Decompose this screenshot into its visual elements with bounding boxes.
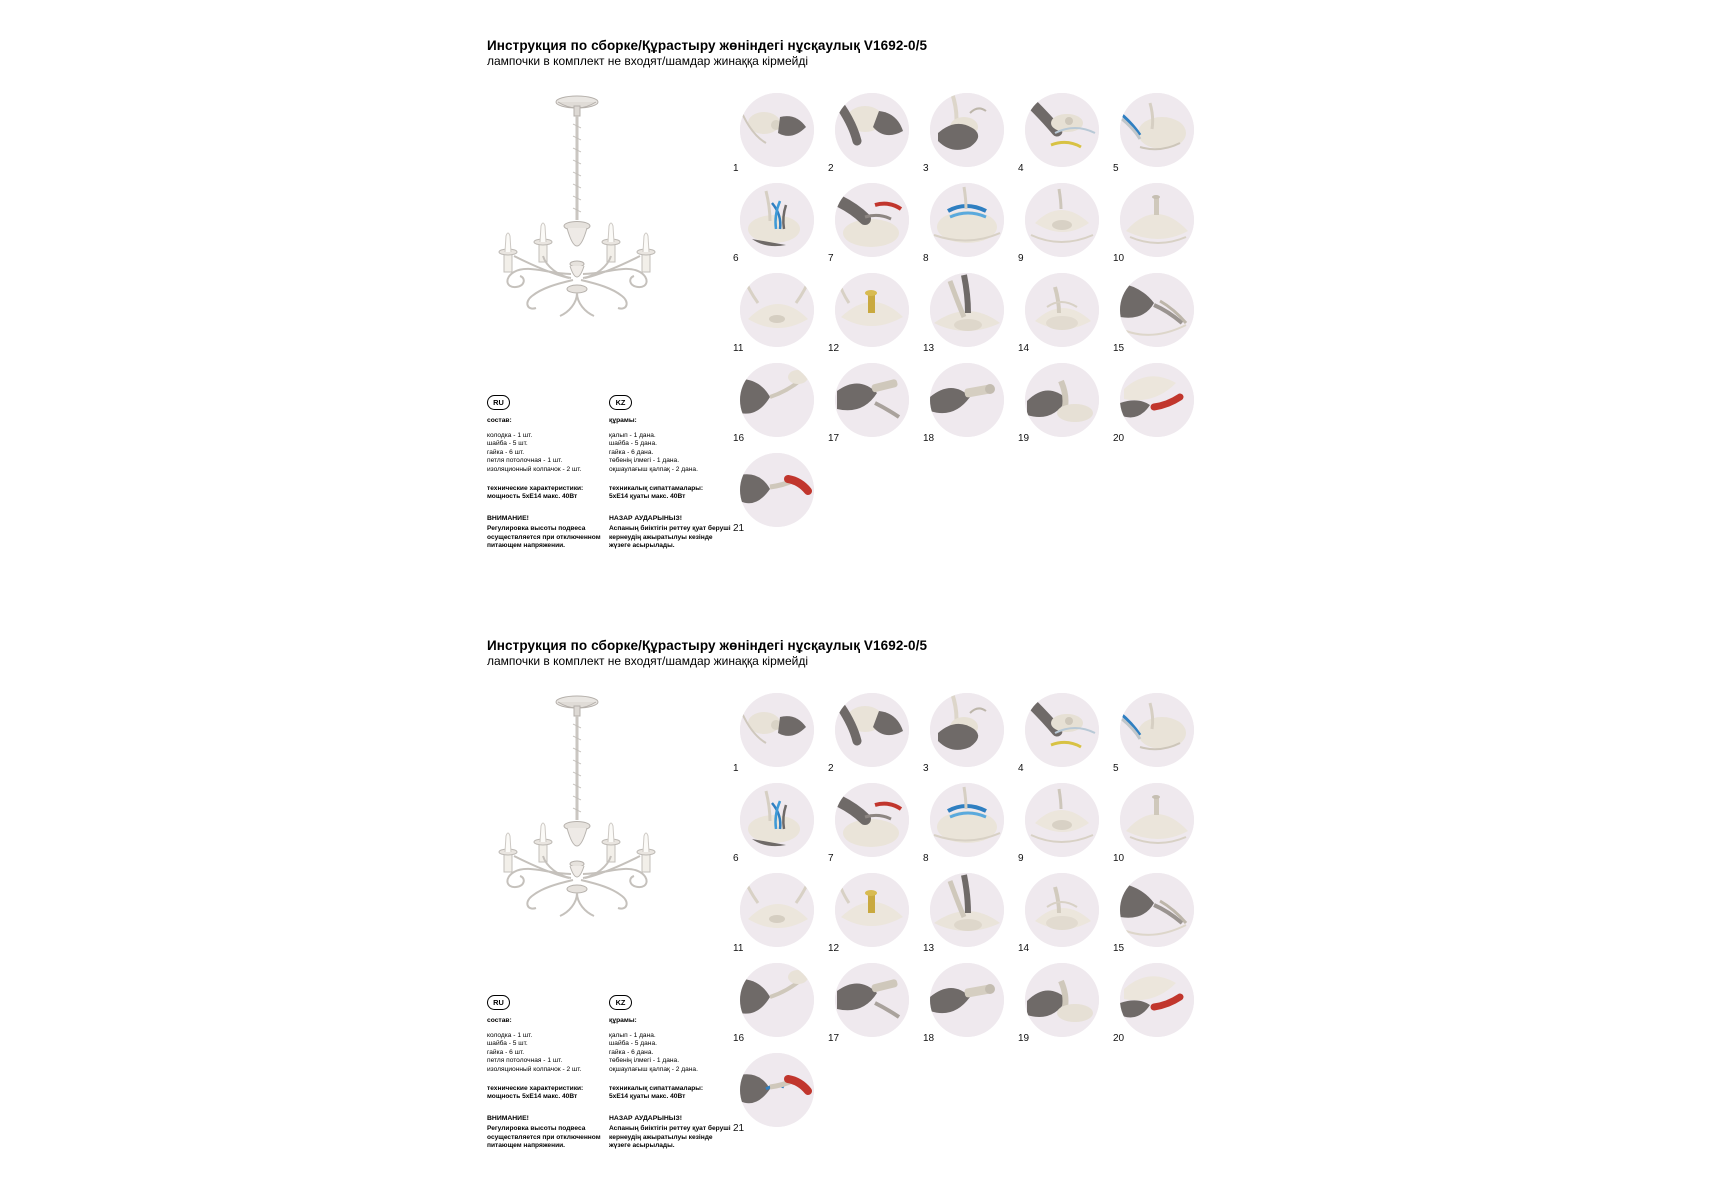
spec-column-ru [487,995,612,1151]
step-number: 21 [733,523,745,534]
step-photo [930,873,1004,947]
assembly-step [828,93,923,178]
step-photo [1025,693,1099,767]
assembly-step [1113,93,1208,178]
assembly-step [923,963,1018,1048]
assembly-step [828,873,923,958]
product-illustration [470,688,685,958]
step-photo [930,783,1004,857]
step-number: 14 [1018,943,1030,954]
step-number: 6 [733,253,739,264]
step-photo [835,693,909,767]
step-number: 16 [733,433,745,444]
step-number: 9 [1018,253,1024,264]
step-number: 15 [1113,943,1125,954]
spec-item: изоляционный колпачок - 2 шт. [487,1065,582,1073]
spec-items-kz [609,432,734,475]
step-number: 3 [923,763,929,774]
tech-specs-kz [609,1085,734,1102]
step-number: 1 [733,163,739,174]
step-number: 13 [923,943,935,954]
spec-item: шайба - 5 дана. [609,1040,657,1048]
assembly-step [733,93,828,178]
step-photo [1025,93,1099,167]
step-photo [740,273,814,347]
spec-item: оқшаулағыш қалпақ - 2 дана. [609,465,698,473]
step-photo [835,783,909,857]
step-photo [1025,183,1099,257]
tech-label: технические характеристики: [487,484,584,492]
step-photo [740,453,814,527]
spec-item: оқшаулағыш қалпақ - 2 дана. [609,1065,698,1073]
step-photo [1025,783,1099,857]
step-number: 21 [733,1123,745,1134]
step-photo [835,873,909,947]
tech-specs-kz [609,485,734,502]
step-photo [1120,273,1194,347]
page-title: Инструкция по сборке/Құрастыру жөніндегі нұсқаулық V1692-0/5 [487,38,928,53]
page-header [487,638,927,668]
step-number: 8 [923,853,929,864]
step-number: 2 [828,163,834,174]
step-number: 11 [733,343,744,354]
step-number: 7 [828,853,834,864]
spec-item: гайка - 6 шт. [487,1048,525,1056]
step-photo [930,93,1004,167]
assembly-step [733,273,828,358]
warning-text-kz: Аспаның биіктігін реттеу қуат беруші кернеудің ажыратылуы кезінде жүзеге асырылады. [609,525,731,550]
tech-label: технические характеристики: [487,1084,584,1092]
step-photo [740,783,814,857]
step-photo [740,1053,814,1127]
step-number: 3 [923,163,929,174]
step-number: 15 [1113,343,1125,354]
step-number: 1 [733,763,739,774]
step-number: 10 [1113,853,1125,864]
assembly-step [1018,273,1113,358]
page-subtitle: лампочки в комплект не входят/шамдар жинаққа кірмейді [487,654,809,668]
step-photo [740,963,814,1037]
spec-heading-kz: құрамы: [609,1017,637,1024]
assembly-step [923,183,1018,268]
assembly-step [923,93,1018,178]
assembly-step [923,273,1018,358]
step-photo [1120,693,1194,767]
step-photo [835,273,909,347]
step-number: 2 [828,763,834,774]
product-illustration [470,88,685,358]
step-photo [740,183,814,257]
step-photo [1025,873,1099,947]
step-number: 20 [1113,433,1125,444]
step-photo [1120,783,1194,857]
tech-value: 5хЕ14 қуаты макс. 40Вт [609,1093,686,1101]
assembly-step [1113,693,1208,778]
step-number: 13 [923,343,935,354]
step-photo [740,873,814,947]
assembly-step [923,363,1018,448]
spec-item: қалып - 1 дана. [609,1031,656,1039]
assembly-step [1018,183,1113,268]
tech-label: техникалық сипаттамалары: [609,1084,704,1092]
assembly-step [1113,783,1208,868]
assembly-step [733,453,828,538]
step-number: 6 [733,853,739,864]
step-photo [1025,273,1099,347]
assembly-step [828,363,923,448]
tech-value: мощность 5хЕ14 макс. 40Вт [487,1093,578,1101]
spec-item: төбенің ілмегі - 1 дана. [609,1057,680,1065]
instruction-page-2 [0,600,1715,1200]
spec-item: колодка - 1 шт. [487,431,533,439]
assembly-step [733,1053,828,1138]
step-photo [835,183,909,257]
step-number: 4 [1018,763,1024,774]
assembly-step [733,183,828,268]
step-photo [1120,873,1194,947]
step-photo [1120,183,1194,257]
warning-title-ru: ВНИМАНИЕ! [487,514,529,522]
spec-heading-kz: құрамы: [609,417,637,424]
step-number: 5 [1113,163,1119,174]
spec-items-ru [487,432,612,475]
step-photo [930,963,1004,1037]
assembly-step [923,783,1018,868]
step-number: 10 [1113,253,1125,264]
assembly-step [733,693,828,778]
tech-specs-ru [487,485,612,502]
language-badge-kz: KZ [609,395,632,410]
spec-items-ru [487,1032,612,1075]
spec-item: изоляционный колпачок - 2 шт. [487,465,582,473]
assembly-step [1113,963,1208,1048]
step-photo [930,693,1004,767]
step-number: 14 [1018,343,1030,354]
assembly-step [923,693,1018,778]
step-photo [740,363,814,437]
page-header [487,38,927,68]
assembly-step [733,363,828,448]
assembly-step [733,783,828,868]
step-photo [930,183,1004,257]
assembly-step [1018,783,1113,868]
step-number: 4 [1018,163,1024,174]
assembly-step [1113,273,1208,358]
tech-specs-ru [487,1085,612,1102]
warning-text-ru: Регулировка высоты подвеса осуществляется при отключенном питающем напряжении. [487,1125,601,1150]
step-number: 17 [828,433,840,444]
tech-value: 5хЕ14 қуаты макс. 40Вт [609,493,686,501]
assembly-step [923,873,1018,958]
step-photo [835,363,909,437]
step-number: 8 [923,253,929,264]
step-number: 19 [1018,1033,1030,1044]
assembly-step [1113,183,1208,268]
assembly-step [828,273,923,358]
step-number: 18 [923,433,935,444]
assembly-step [1018,963,1113,1048]
warning-title-ru: ВНИМАНИЕ! [487,1114,529,1122]
step-number: 19 [1018,433,1030,444]
step-number: 16 [733,1033,745,1044]
spec-item: гайка - 6 дана. [609,1048,654,1056]
assembly-step [1018,93,1113,178]
warning-title-kz: НАЗАР АУДАРЫНЫЗ! [609,514,682,522]
step-photo [835,963,909,1037]
assembly-step [1113,363,1208,448]
step-number: 7 [828,253,834,264]
page-title: Инструкция по сборке/Құрастыру жөніндегі нұсқаулық V1692-0/5 [487,638,928,653]
tech-value: мощность 5хЕ14 макс. 40Вт [487,493,578,501]
spec-item: шайба - 5 шт. [487,1040,528,1048]
page-subtitle: лампочки в комплект не входят/шамдар жинаққа кірмейді [487,54,809,68]
spec-item: гайка - 6 дана. [609,448,654,456]
spec-item: шайба - 5 дана. [609,440,657,448]
spec-item: шайба - 5 шт. [487,440,528,448]
assembly-step [828,693,923,778]
assembly-step [1113,873,1208,958]
assembly-step [733,963,828,1048]
step-number: 12 [828,943,840,954]
spec-heading-ru: состав: [487,1017,512,1024]
step-photo [740,93,814,167]
spec-column-ru [487,395,612,551]
step-photo [740,693,814,767]
spec-column-kz [609,395,734,551]
spec-item: қалып - 1 дана. [609,431,656,439]
assembly-step [1018,693,1113,778]
step-number: 18 [923,1033,935,1044]
language-badge-ru: RU [487,995,510,1010]
assembly-step [1018,873,1113,958]
spec-column-kz [609,995,734,1151]
step-photo [1120,93,1194,167]
spec-item: колодка - 1 шт. [487,1031,533,1039]
spec-item: петля потолочная - 1 шт. [487,457,563,465]
step-photo [1025,363,1099,437]
assembly-step [733,873,828,958]
step-number: 17 [828,1033,840,1044]
spec-item: төбенің ілмегі - 1 дана. [609,457,680,465]
assembly-step [828,963,923,1048]
step-photo [930,273,1004,347]
step-number: 20 [1113,1033,1125,1044]
step-number: 5 [1113,763,1119,774]
step-photo [1120,363,1194,437]
step-photo [1120,963,1194,1037]
warning-text-ru: Регулировка высоты подвеса осуществляется при отключенном питающем напряжении. [487,525,601,550]
spec-item: гайка - 6 шт. [487,448,525,456]
assembly-step [828,783,923,868]
language-badge-kz: KZ [609,995,632,1010]
assembly-step [828,183,923,268]
step-photo [1025,963,1099,1037]
tech-label: техникалық сипаттамалары: [609,484,704,492]
step-number: 9 [1018,853,1024,864]
step-photo [835,93,909,167]
step-number: 12 [828,343,840,354]
spec-item: петля потолочная - 1 шт. [487,1057,563,1065]
language-badge-ru: RU [487,395,510,410]
step-number: 11 [733,943,744,954]
assembly-step [1018,363,1113,448]
spec-items-kz [609,1032,734,1075]
warning-title-kz: НАЗАР АУДАРЫНЫЗ! [609,1114,682,1122]
warning-text-kz: Аспаның биіктігін реттеу қуат беруші кернеудің ажыратылуы кезінде жүзеге асырылады. [609,1125,731,1150]
spec-heading-ru: состав: [487,417,512,424]
step-photo [930,363,1004,437]
